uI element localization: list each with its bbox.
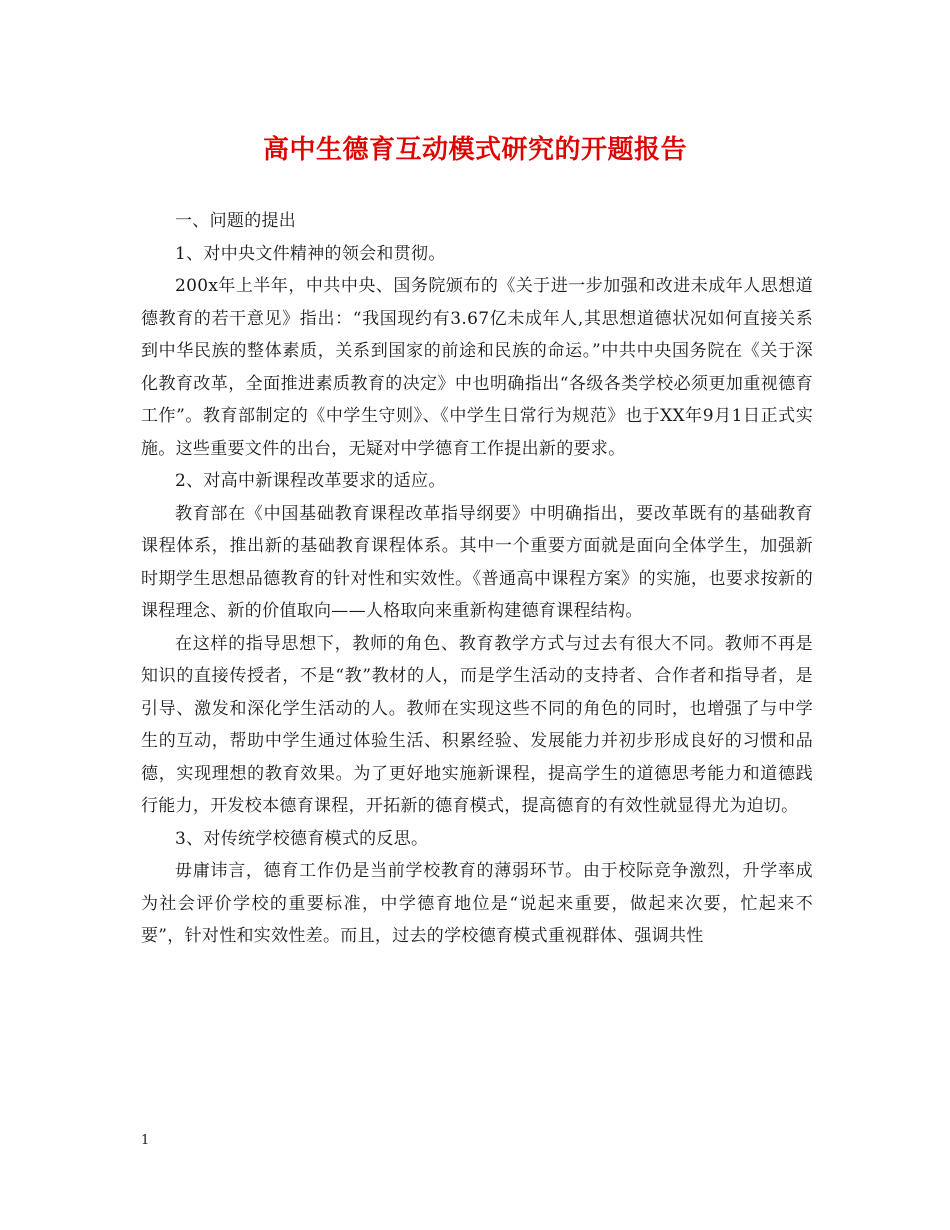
body-paragraph: 教育部在《中国基础教育课程改革指导纲要》中明确指出，要改革既有的基础教育课程体系，推出新的基础教育课程体系。其中一个重要方面就是面向全体学生，加强新时期学生思想品德教育的针对性和实效性。《普通高中课程方案》的实施，也要求按新的课程理念、新的价值取向——人格取向来重新构建德育课程结构。 [141,503,813,621]
body-paragraph: 在这样的指导思想下，教师的角色、教育教学方式与过去有很大不同。教师不再是知识的直接传授者，不是“教”教材的人，而是学生活动的支持者、合作者和指导者，是引导、激发和深化学生活动的人。教师在实现这些不同的角色的同时，也增强了与中学生的互动，帮助中学生通过体验生活、积累经验、发展能力并初步形成良好的习惯和品德，实现理想的教育效果。为了更好地实施新课程，提高学生的道德思考能力和道德践行能力，开发校本德育课程，开拓新的德育模式，提高德育的有效性就显得尤为迫切。 [141,633,813,816]
document-body [141,205,813,953]
section-heading: 一、问题的提出 [175,211,297,231]
document-title: 高中生德育互动模式研究的开题报告 [262,135,687,165]
subsection-heading: 2、对高中新课程改革要求的适应。 [175,471,446,491]
subsection-heading: 1、对中央文件精神的领会和贯彻。 [175,243,446,264]
body-paragraph: 200x年上半年，中共中央、国务院颁布的《关于进一步加强和改进未成年人思想道德教育的若干意见》指出：“我国现约有3.67亿未成年人,其思想道德状况如何直接关系到中华民族的整体素质，关系到国家的前途和民族的命运。”中共中央国务院在《关于深化教育改革，全面推进素质教育的决定》中也明确指出“各级各类学校必须更加重视德育工作”。教育部制定的《中学生守则》、《中学生日常行为规范》也于XX年9月1日正式实施。这些重要文件的出台，无疑对中学德育工作提出新的要求。 [141,276,813,459]
body-paragraph: 毋庸讳言，德育工作仍是当前学校教育的薄弱环节。由于校际竞争激烈，升学率成为社会评价学校的重要标准，中学德育地位是“说起来重要，做起来次要，忙起来不要”，针对性和实效性差。而且，过去的学校德育模式重视群体、强调共性 [141,861,813,946]
subsection-heading: 3、对传统学校德育模式的反思。 [175,828,429,849]
page-number: 1 [141,1133,150,1148]
